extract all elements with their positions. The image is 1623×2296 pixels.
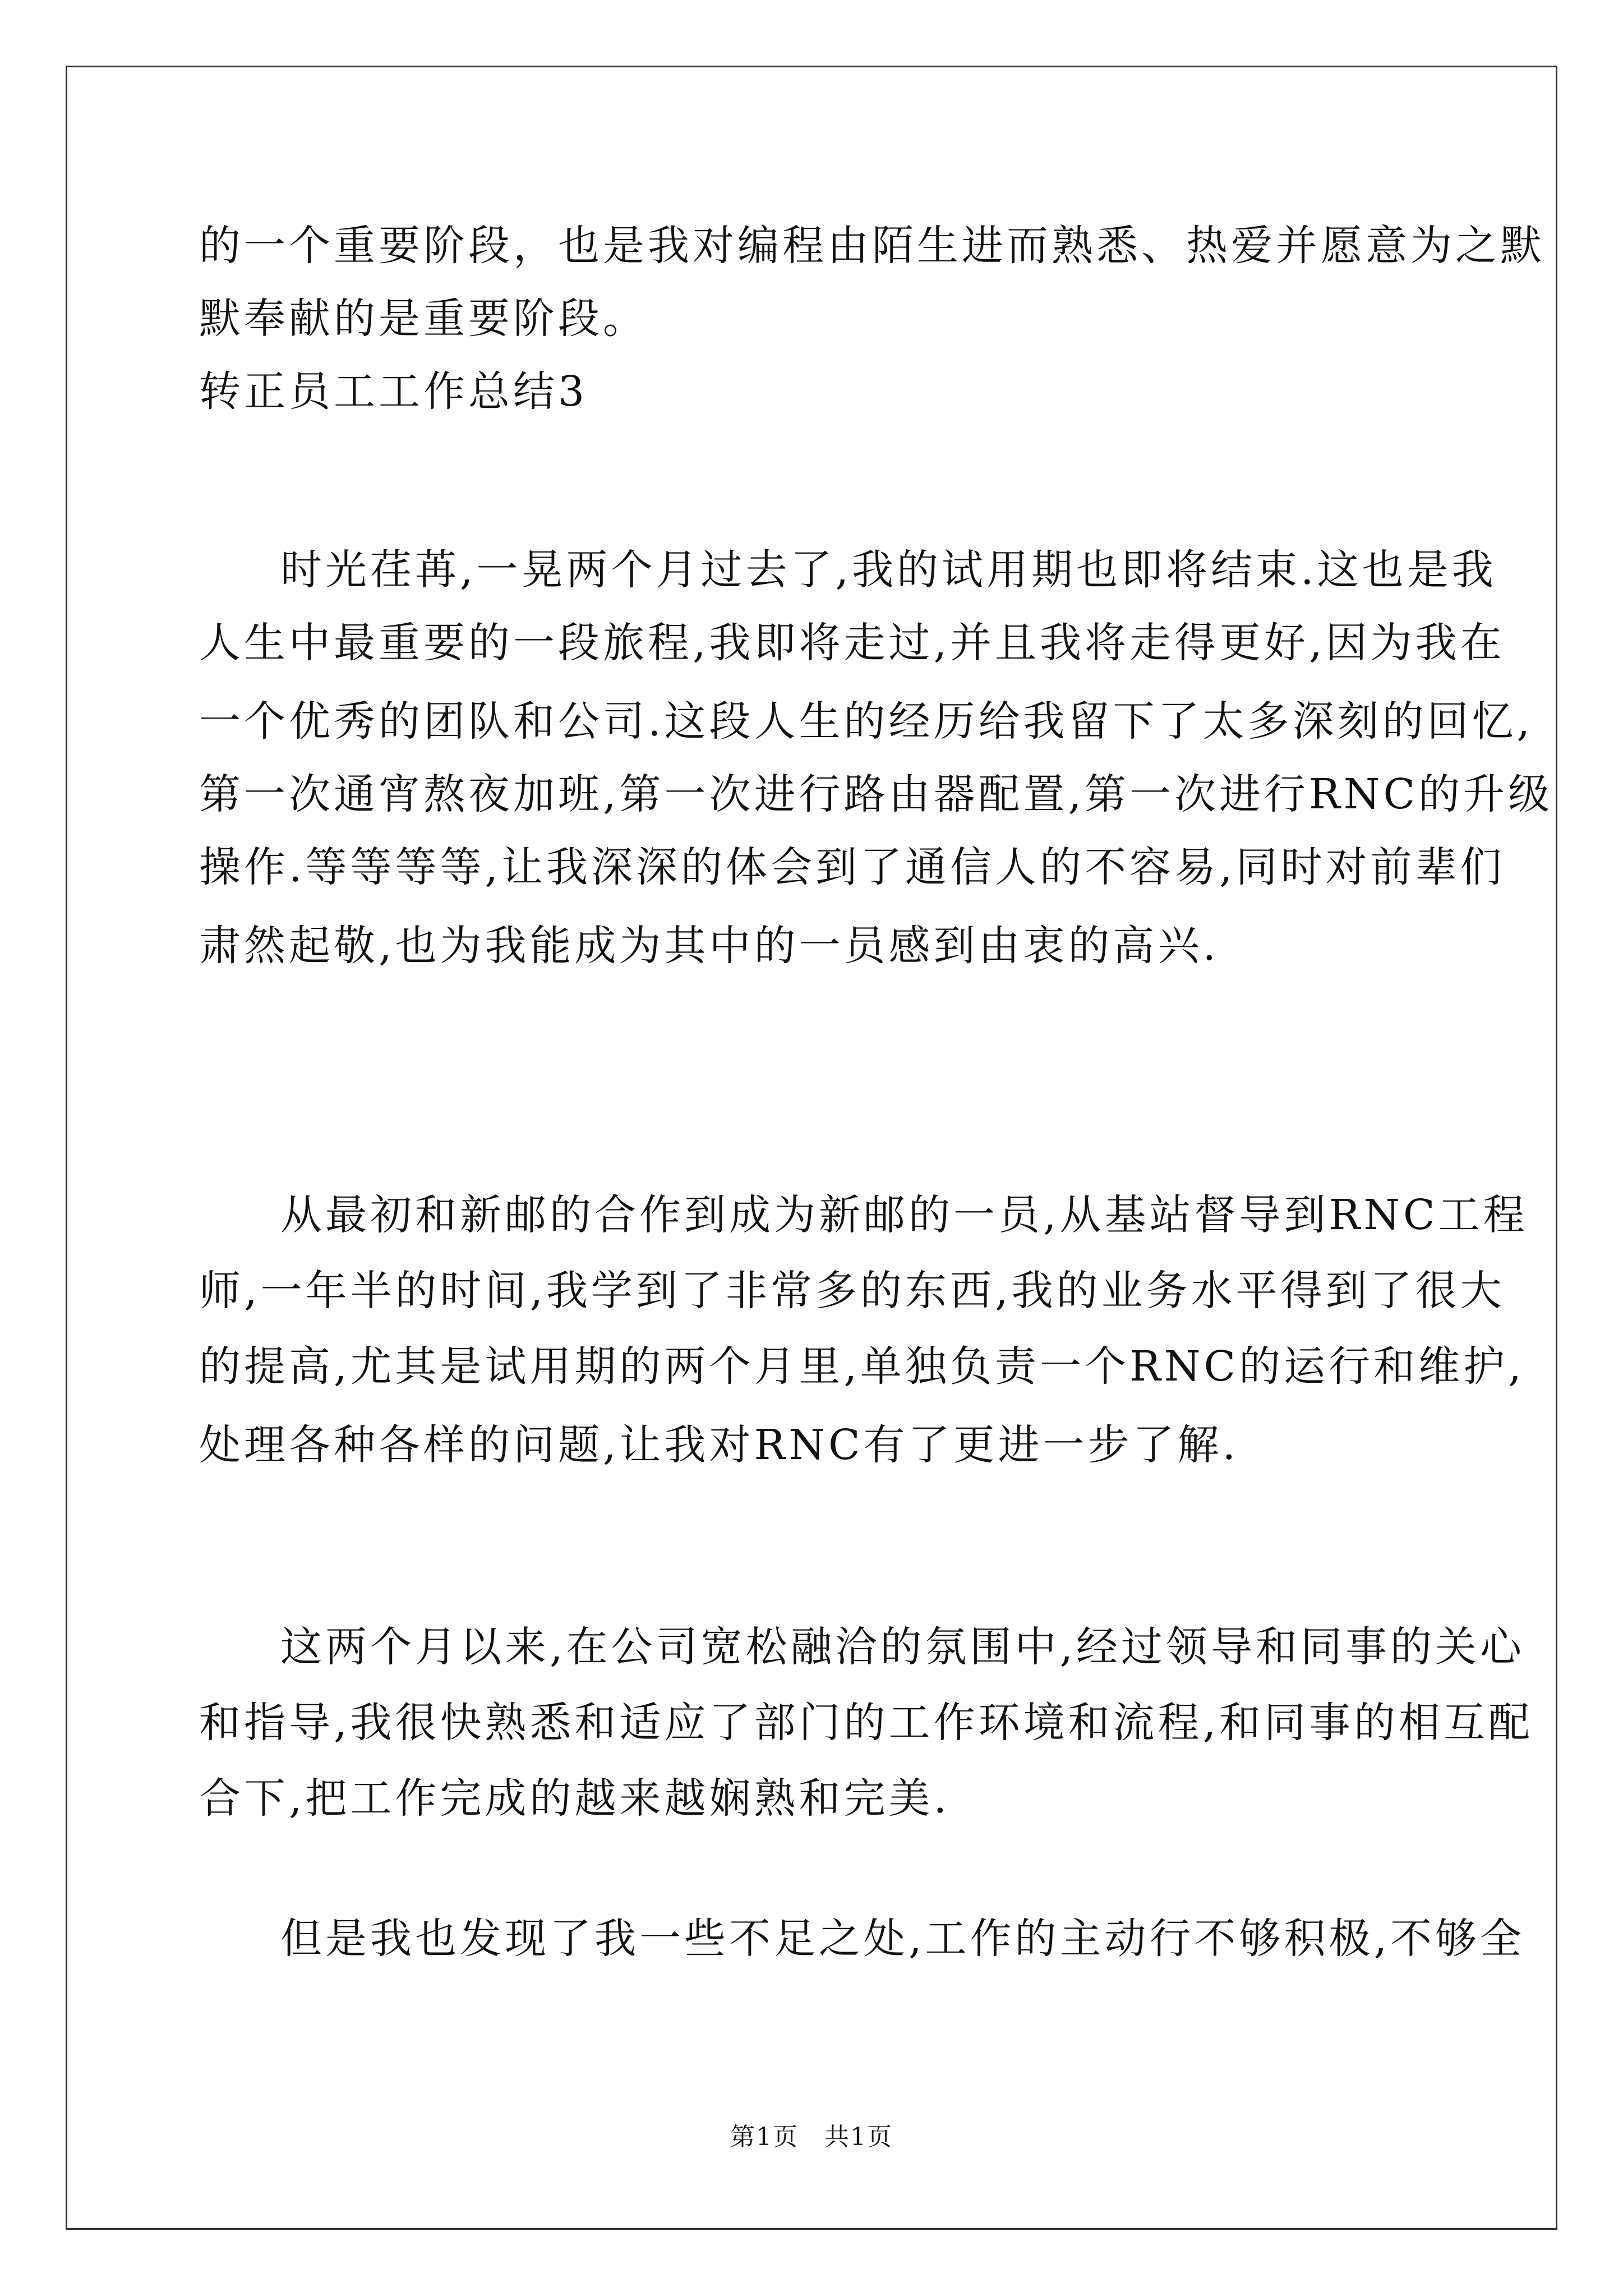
text-line: 合下,把工作完成的越来越娴熟和完美. — [199, 1774, 951, 1823]
text-line: 的提高,尤其是试用期的两个月里,单独负责一个RNC的运行和维护, — [199, 1342, 1525, 1391]
text-line: 但是我也发现了我一些不足之处,工作的主动行不够积极,不够全 — [280, 1915, 1525, 1963]
text-line: 的一个重要阶段，也是我对编程由陌生进而熟悉、热爱并愿意为之默 — [199, 222, 1545, 270]
section-heading: 转正员工工作总结3 — [199, 367, 588, 416]
page-footer: 第1页 共1页 — [730, 2123, 893, 2151]
text-line: 处理各种各样的问题,让我对RNC有了更进一步了解. — [199, 1421, 1239, 1469]
text-line: 默奉献的是重要阶段。 — [199, 295, 648, 343]
text-line: 操作.等等等等,让我深深的体会到了通信人的不容易,同时对前辈们 — [199, 843, 1505, 891]
text-line: 时光荏苒,一晃两个月过去了,我的试用期也即将结束.这也是我 — [280, 546, 1497, 594]
text-line: 这两个月以来,在公司宽松融洽的氛围中,经过领导和同事的关心 — [280, 1623, 1525, 1671]
text-line: 肃然起敬,也为我能成为其中的一员感到由衷的高兴. — [199, 922, 1220, 970]
text-line: 师,一年半的时间,我学到了非常多的东西,我的业务水平得到了很大 — [199, 1267, 1505, 1315]
text-line: 和指导,我很快熟悉和适应了部门的工作环境和流程,和同事的相互配 — [199, 1699, 1534, 1747]
text-line: 从最初和新邮的合作到成为新邮的一员,从基站督导到RNC工程 — [280, 1191, 1528, 1239]
text-line: 人生中最重要的一段旅程,我即将走过,并且我将走得更好,因为我在 — [199, 619, 1505, 667]
text-line: 第一次通宵熬夜加班,第一次进行路由器配置,第一次进行RNC的升级 — [199, 770, 1553, 818]
text-line: 一个优秀的团队和公司.这段人生的经历给我留下了太多深刻的回忆, — [199, 697, 1534, 746]
